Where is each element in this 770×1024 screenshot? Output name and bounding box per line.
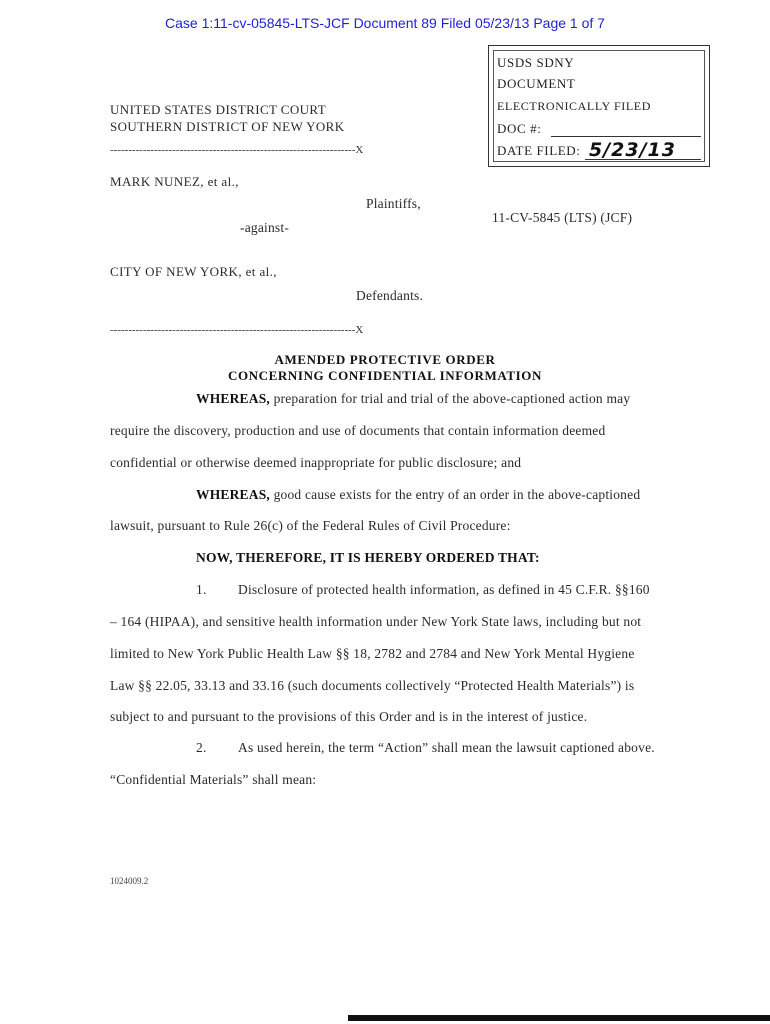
whereas-1-lead: WHEREAS,	[196, 391, 270, 406]
stamp-date-filed: DATE FILED:	[497, 143, 581, 158]
order-title-line1: AMENDED PROTECTIVE ORDER	[274, 352, 496, 367]
plaintiff-name: MARK NUNEZ, et al.,	[110, 174, 239, 189]
caption-divider-top: -------------------------------------------------------------------X	[110, 144, 364, 156]
case-number: 11-CV-5845 (LTS) (JCF)	[492, 210, 633, 225]
paragraph-whereas-1-line1	[196, 391, 630, 407]
ordered-heading: NOW, THEREFORE, IT IS HEREBY ORDERED THAT:	[196, 550, 540, 565]
order-title-line2: CONCERNING CONFIDENTIAL INFORMATION	[227, 368, 542, 383]
paragraph-whereas-2-line1	[196, 487, 640, 503]
defendants-label: Defendants.	[356, 288, 424, 303]
stamp-doc-underline	[551, 136, 701, 137]
whereas-2-lead: WHEREAS,	[196, 487, 270, 502]
paragraph-whereas-2-line2: lawsuit, pursuant to Rule 26(c) of the Federal Rules of Civil Procedure:	[110, 518, 511, 533]
whereas-2-text: good cause exists for the entry of an order in the above-captioned	[270, 487, 641, 502]
scan-edge-bar	[348, 1015, 770, 1021]
court-name: UNITED STATES DISTRICT COURT	[110, 102, 327, 117]
section-1-line1: Disclosure of protected health information, as defined in 45 C.F.R. §§160	[238, 582, 650, 597]
handwritten-date: 5/23/13	[589, 139, 676, 161]
document-id-footer: 1024009.2	[110, 876, 149, 886]
defendant-name: CITY OF NEW YORK, et al.,	[110, 264, 277, 279]
section-2-line2: “Confidential Materials” shall mean:	[110, 772, 317, 787]
stamp-usds-sdny: USDS SDNY	[497, 55, 575, 70]
section-1-line5: subject to and pursuant to the provisions of this Order and is in the interest of justice.	[110, 709, 588, 724]
section-1-line3: limited to New York Public Health Law §§ 18, 2782 and 2784 and New York Mental Hygiene	[110, 646, 635, 661]
section-1-line2: – 164 (HIPAA), and sensitive health information under New York State laws, including but not	[110, 614, 642, 629]
case-header: Case 1:11-cv-05845-LTS-JCF Document 89 Filed 05/23/13 Page 1 of 7	[165, 15, 605, 31]
court-district: SOUTHERN DISTRICT OF NEW YORK	[110, 119, 345, 134]
paragraph-whereas-1-line3: confidential or otherwise deemed inappropriate for public disclosure; and	[110, 455, 522, 470]
section-2-line1: As used herein, the term “Action” shall mean the lawsuit captioned above.	[238, 740, 655, 755]
section-1-number: 1.	[196, 582, 207, 597]
stamp-doc-number: DOC #:	[497, 121, 542, 136]
usds-sdny-stamp	[488, 45, 710, 167]
paragraph-whereas-1-line2: require the discovery, production and use of documents that contain information deemed	[110, 423, 606, 438]
section-1-line4: Law §§ 22.05, 33.13 and 33.16 (such documents collectively “Protected Health Materials”) is	[110, 678, 635, 693]
plaintiffs-label: Plaintiffs,	[366, 196, 421, 211]
caption-divider-bottom: -------------------------------------------------------------------X	[110, 324, 364, 336]
stamp-document: DOCUMENT	[497, 76, 576, 91]
whereas-1-text: preparation for trial and trial of the above-captioned action may	[270, 391, 631, 406]
against-label: -against-	[240, 220, 290, 235]
section-2-number: 2.	[196, 740, 207, 755]
stamp-electronically-filed: ELECTRONICALLY FILED	[497, 99, 652, 113]
